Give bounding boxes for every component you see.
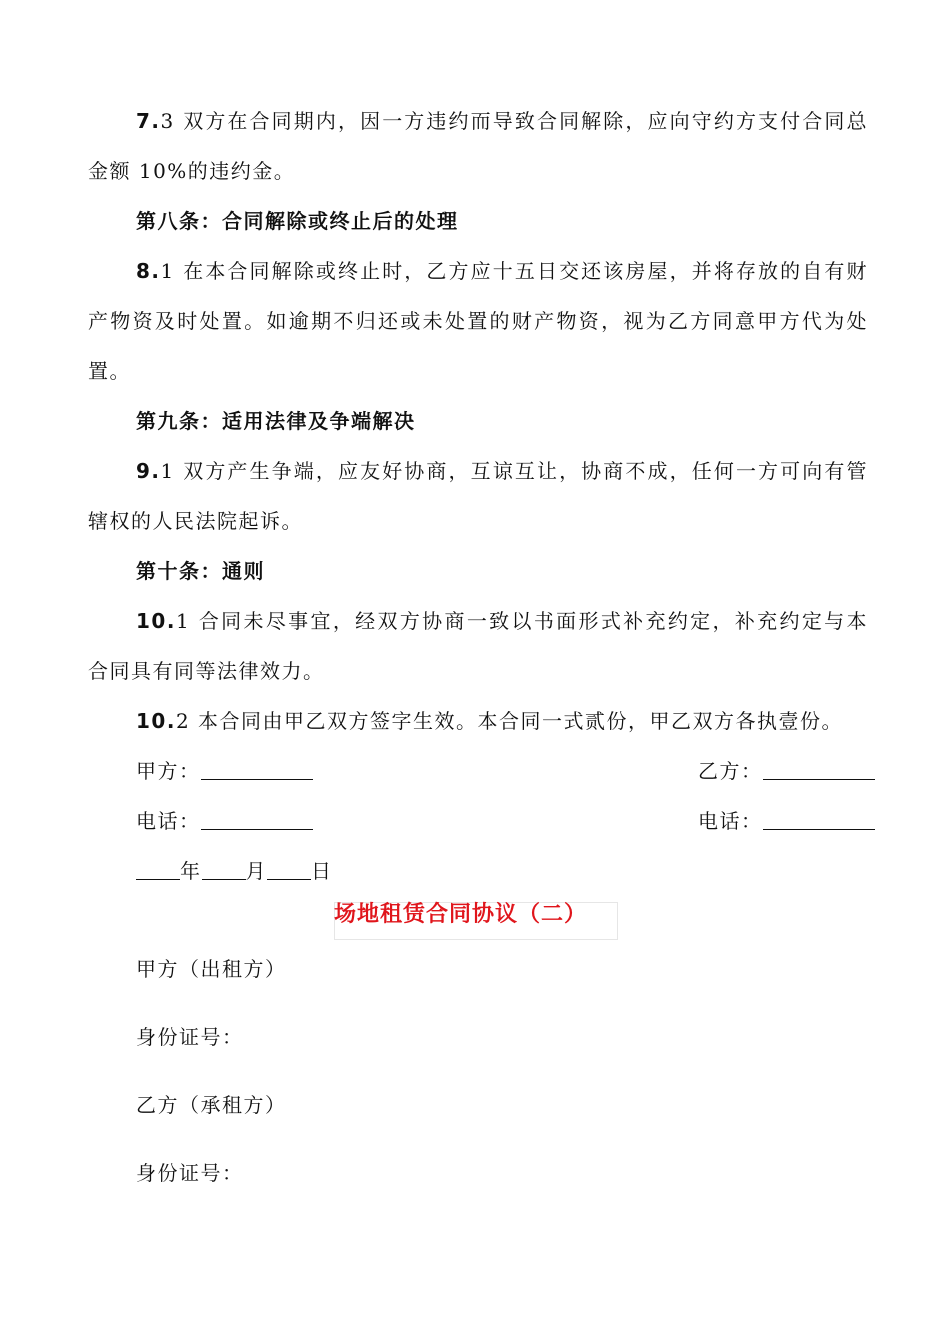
party-b-label: 乙方： (698, 759, 763, 783)
party-a-blank[interactable] (201, 778, 313, 780)
clause-8-1-line-1 (88, 246, 868, 296)
clause-text: 2 本合同由甲乙双方签字生效。本合同一式贰份，甲乙双方各执壹份。 (175, 709, 844, 733)
contract-2-id-a: 身份证号： (136, 1025, 244, 1049)
contract-2-title: 场地租赁合同协议（二） (334, 902, 588, 927)
clause-7-3-line-2: 金额 10%的违约金。 (88, 159, 296, 183)
month-blank[interactable] (202, 878, 246, 880)
clause-9-1-line-1 (88, 446, 868, 496)
party-a-label: 甲方： (136, 759, 201, 783)
day-label: 日 (311, 859, 333, 883)
clause-text: 3 双方在合同期内，因一方违约而导致合同解除，应向守约方支付合同总 (160, 109, 868, 133)
clause-9-1-line-2: 辖权的人民法院起诉。 (88, 509, 303, 533)
clause-10-1-line-1 (88, 596, 868, 646)
clause-8-1-line-2: 产物资及时处置。如逾期不归还或未处置的财产物资，视为乙方同意甲方代为处 (88, 309, 868, 333)
section-10-heading: 第十条：通则 (136, 559, 265, 583)
contract-2-party-b: 乙方（承租方） (136, 1093, 287, 1117)
phone-b-label: 电话： (698, 809, 763, 833)
day-blank[interactable] (267, 878, 311, 880)
party-a-signature (136, 746, 313, 796)
phone-a (136, 796, 313, 846)
phone-b (698, 796, 875, 846)
phone-a-label: 电话： (136, 809, 201, 833)
party-b-signature (698, 746, 875, 796)
month-label: 月 (245, 859, 267, 883)
clause-number: 9. (136, 459, 161, 483)
clause-text: 1 在本合同解除或终止时，乙方应十五日交还该房屋，并将存放的自有财 (160, 259, 868, 283)
clause-7-3-line-1 (88, 96, 868, 146)
contract-2-id-b: 身份证号： (136, 1161, 244, 1185)
clause-10-2 (136, 696, 843, 746)
clause-text: 1 合同未尽事宜，经双方协商一致以书面形式补充约定，补充约定与本 (175, 609, 868, 633)
contract-2-party-a: 甲方（出租方） (136, 957, 287, 981)
party-b-blank[interactable] (763, 778, 875, 780)
phone-b-blank[interactable] (763, 828, 875, 830)
year-label: 年 (180, 859, 202, 883)
clause-number: 8. (136, 259, 161, 283)
clause-number: 7. (136, 109, 161, 133)
section-8-heading: 第八条：合同解除或终止后的处理 (136, 209, 459, 233)
clause-text: 1 双方产生争端，应友好协商，互谅互让，协商不成，任何一方可向有管 (160, 459, 868, 483)
section-9-heading: 第九条：适用法律及争端解决 (136, 409, 416, 433)
phone-a-blank[interactable] (201, 828, 313, 830)
clause-8-1-line-3: 置。 (88, 359, 131, 383)
clause-number: 10. (136, 709, 176, 733)
clause-10-1-line-2: 合同具有同等法律效力。 (88, 659, 325, 683)
clause-number: 10. (136, 609, 176, 633)
date-line (136, 846, 333, 896)
year-blank[interactable] (136, 878, 180, 880)
